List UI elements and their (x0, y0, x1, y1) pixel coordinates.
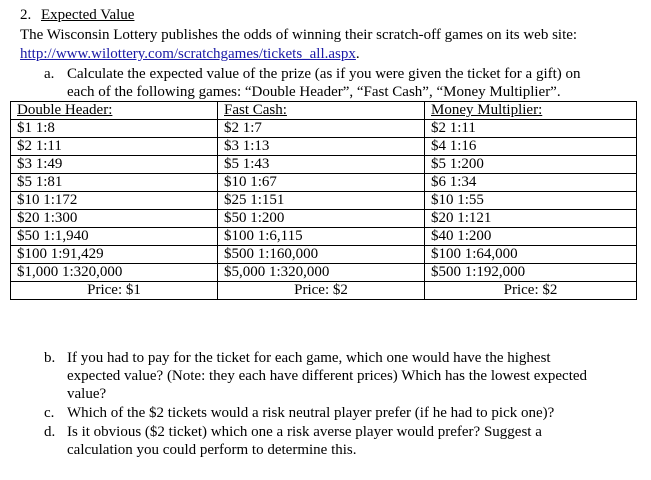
question-a-line2: each of the following games: “Double Header”, “Fast Cash”, “Money Multiplier”. (67, 84, 561, 100)
question-c-marker: c. (44, 405, 55, 421)
question-c-line1: Which of the $2 tickets would a risk neutral player prefer (if he had to pick one)? (67, 405, 555, 421)
url-period: . (355, 46, 360, 62)
odds-table (10, 101, 637, 300)
price-fast-cash: Price: $2 (218, 282, 425, 300)
price-double-header: Price: $1 (11, 282, 218, 300)
table-price-row (11, 282, 637, 300)
table-row (11, 174, 637, 192)
table-row (11, 228, 637, 246)
intro-text: The Wisconsin Lottery publishes the odds of winning their scratch-off games on its web site: (20, 27, 578, 43)
table-cell: $5 1:81 (11, 174, 218, 192)
table-cell: $50 1:1,940 (11, 228, 218, 246)
table-header-row (11, 102, 637, 120)
question-b-marker: b. (44, 350, 56, 366)
table-row (11, 246, 637, 264)
table-row (11, 120, 637, 138)
table-cell: $4 1:16 (425, 138, 637, 156)
price-money-multiplier: Price: $2 (425, 282, 637, 300)
table-cell: $5 1:43 (218, 156, 425, 174)
table-cell: $500 1:160,000 (218, 246, 425, 264)
table-row (11, 138, 637, 156)
url-line (20, 46, 360, 63)
table-cell: $50 1:200 (218, 210, 425, 228)
table-cell: $40 1:200 (425, 228, 637, 246)
table-cell: $10 1:67 (218, 174, 425, 192)
lottery-url-link[interactable]: http://www.wilottery.com/scratchgames/tickets_all.aspx (20, 46, 356, 62)
table-row (11, 156, 637, 174)
question-d-marker: d. (44, 424, 56, 440)
table-row (11, 192, 637, 210)
header-double-header: Double Header: (11, 102, 218, 120)
section-number: 2. (20, 7, 32, 23)
section-title: Expected Value (41, 7, 135, 23)
table-cell: $10 1:172 (11, 192, 218, 210)
question-d-line2: calculation you could perform to determine this. (67, 442, 357, 458)
table-cell: $1,000 1:320,000 (11, 264, 218, 282)
table-cell: $100 1:6,115 (218, 228, 425, 246)
table-cell: $20 1:300 (11, 210, 218, 228)
section-heading (20, 7, 134, 24)
table-cell: $10 1:55 (425, 192, 637, 210)
question-a-line1: Calculate the expected value of the prize (as if you were given the ticket for a gift) on (67, 66, 581, 82)
header-money-multiplier: Money Multiplier: (425, 102, 637, 120)
header-fast-cash: Fast Cash: (218, 102, 425, 120)
table-cell: $2 1:11 (11, 138, 218, 156)
table-row (11, 210, 637, 228)
table-cell: $100 1:64,000 (425, 246, 637, 264)
table-cell: $25 1:151 (218, 192, 425, 210)
table-cell: $2 1:7 (218, 120, 425, 138)
table-cell: $500 1:192,000 (425, 264, 637, 282)
table-row (11, 264, 637, 282)
table-cell: $2 1:11 (425, 120, 637, 138)
table-cell: $5 1:200 (425, 156, 637, 174)
table-cell: $5,000 1:320,000 (218, 264, 425, 282)
question-b-line2: expected value? (Note: they each have different prices) Which has the lowest expected (67, 368, 588, 384)
table-cell: $1 1:8 (11, 120, 218, 138)
question-a-marker: a. (44, 66, 55, 82)
table-cell: $100 1:91,429 (11, 246, 218, 264)
question-b-line1: If you had to pay for the ticket for each game, which one would have the highest (67, 350, 551, 366)
question-b-line3: value? (67, 386, 107, 402)
table-cell: $3 1:13 (218, 138, 425, 156)
table-cell: $6 1:34 (425, 174, 637, 192)
question-d-line1: Is it obvious ($2 ticket) which one a risk averse player would prefer? Suggest a (67, 424, 542, 440)
table-cell: $3 1:49 (11, 156, 218, 174)
table-cell: $20 1:121 (425, 210, 637, 228)
